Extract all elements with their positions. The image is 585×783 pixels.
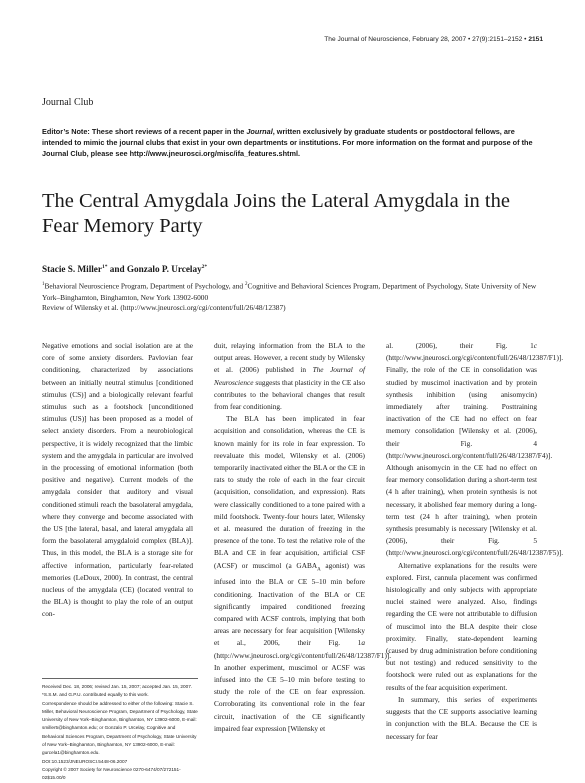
paragraph-text: duit, relaying information from the BLA to the output areas. However, a recent study by Wilensky et al. (2006) published in <box>214 341 365 375</box>
figure-panel: a <box>361 638 365 648</box>
journal-name: The Journal of Neuroscience <box>214 365 365 387</box>
body-column-1 <box>42 340 193 621</box>
author-1: Stacie S. Miller <box>42 264 102 275</box>
editors-note-journal: Journal <box>246 127 273 136</box>
paragraph <box>214 413 392 735</box>
paragraph-text: suggests that plasticity in the CE also contributes to the behavioral changes that result from fear conditioning. <box>214 377 365 412</box>
footnote-rule <box>42 678 198 679</box>
section-label: Journal Club <box>42 97 94 108</box>
author-1-marker: 1* <box>101 264 108 270</box>
subscript: A <box>317 567 321 573</box>
copyright: Copyright © 2007 Society for Neuroscience 0270-6474/07/272151-02$15.00/0 <box>42 766 181 781</box>
doi: DOI:10.1523/JNEUROSCI.5448-06.2007 <box>42 758 128 764</box>
author-2-marker: 2* <box>201 264 208 270</box>
received-dates: Received Dec. 18, 2006; revised Jan. 15, 2007; accepted Jan. 15, 2007. <box>42 684 193 689</box>
body-column-2 <box>214 340 392 735</box>
review-of-line: Review of Wilensky et al. (http://www.jneurosci.org/cgi/content/full/26/48/12387) <box>42 303 286 312</box>
authors <box>42 264 207 274</box>
affiliation-marker-2: 2 <box>244 282 248 287</box>
paragraph: Negative emotions and social isolation are at the core of some anxiety disorders. Pavlovian fear conditioning, characterized by associations between an initially neutral stimulus [conditioned stimulus (CS)] and a biologically relevant fearful stimulus such as a footshock [unconditioned stimulus (US)] has been proposed as a model of select anxiety disorders. From a neurobiological perspective, it is widely recognized that the limbic system and the amygdala in particular are involved in the processing of emotional information (both positive and negative). Current models of the amygdala consider that auditory and visual conditioned stimuli reach the basolateral amygdala, where they converge and become associated with the US [the lateral, basal, and lateral amygdala all form the basolateral amygdaloid complex (BLA)]. Thus, in this model, the BLA is a storage site for affective information, particularly fear-related memories (LeDoux, 2000). In contrast, the central nucleus of the amygdala (CE) (located ventral to the BLA) is thought to play the role of an output con- <box>42 341 193 619</box>
page-number: 2151 <box>528 36 543 43</box>
paragraph <box>214 340 365 413</box>
running-head <box>324 36 543 43</box>
body-column-3 <box>386 340 564 743</box>
editors-note <box>42 126 546 159</box>
editors-note-part1: Editor’s Note: These short reviews of a recent paper in the <box>42 127 247 136</box>
affiliations <box>42 279 548 304</box>
affiliation-2: Cognitive and Behavioral Sciences Program, Department of Psychology, State University of New York–Binghamton, Binghamton, New York 13902-6000 <box>42 281 537 303</box>
running-head-journal: The Journal of Neuroscience, February 28, 2007 <box>324 36 467 43</box>
affiliation-marker-1: 1 <box>42 282 45 287</box>
editors-note-part2: , written exclusively by graduate students or postdoctoral fellows, are intended to mimic the journal clubs that exist in your own departments or institutions. For more information on the format and purpose of the Journal Club, please see http://www.jneurosci.org/misc/ifa_features.shtml. <box>42 127 533 158</box>
figure-panel: c <box>533 341 537 350</box>
article-title: The Central Amygdala Joins the Lateral Amygdala in the Fear Memory Party <box>42 190 510 237</box>
footnotes <box>42 683 198 783</box>
paragraph: Alternative explanations for the results were explored. First, cannula placement was confirmed histologically and only subjects with appropriate nuclei stained were analyzed. Also, findings regarding the CE were not attributable to diffusion of muscimol into the BLA despite their close proximity. Finally, state-dependent learning (caused by drug administration before conditioning but not testing) and reduced sensitivity to the footshock were ruled out as explanations for the results of the fear acquisition experiment. <box>386 560 537 692</box>
paragraph-text: The BLA has been implicated in fear acquisition and consolidation, whereas the CE is known mainly for its role in fear expression. To reevaluate this model, Wilensky et al. (2006) temporarily inactivated either the BLA or the CE in rats to study the role of each in the fear circuit (acquisition, consolidation, and expression). Rats were classically conditioned to a tone paired with a mild footshock. Twenty-four hours later, Wilensky et al. measured the duration of freezing in the presence of the tone. To test the relative role of the BLA and CE in fear acquisition, artificial CSF (ACSF) or muscimol (a GABA <box>214 414 365 570</box>
author-connector: and <box>107 264 127 275</box>
paragraph-text: (http://www.jneurosci.org/cgi/content/full/26/48/12387/F1)]. Finally, the role of the CE in consolidation was studied by muscimol inactivation and by protein synthesis inhibition (using anisomycin) immediately after training. Posttraining inactivation of the CE had no effect on fear memory consolidation [Wilensky et al. (2006), their Fig. 4 (http://www.jneurosci.org/content/full/26/48/12387/F4)]. Although anisomycin in the CE had no effect on fear memory consolidation during a short-term test (4 h after training), when protein synthesis is not necessary, it abolished fear memory during a long-term test (24 h after training), when protein synthesis presumably is necessary [Wilensky et al. (2006), their Fig. 5 (http://www.jneurosci.org/cgi/content/full/26/48/12387/F5)]. <box>386 353 564 558</box>
paragraph: In summary, this series of experiments suggests that the CE supports associative learning in conjunction with the BLA. Because the CE is necessary for fear <box>386 694 537 741</box>
running-head-issue: • 27(9):2151–2152 • <box>466 36 529 43</box>
correspondence-note: Correspondence should be addressed to either of the following: Stacie S. Miller, Behavioral Neuroscience Program, Department of Psychology, State University of New York–Binghamton, Binghamton, NY 13902-6000, E-mail: smiller5@binghamton.edu; or Gonzalo P. Urcelay, Cognitive and Behavioral Sciences Program, Department of Psychology, State University of New York–Binghamton, Binghamton, NY 13902-6000, E-mail: gurcela1@binghamton.edu. <box>42 700 198 756</box>
author-2: Gonzalo P. Urcelay <box>126 264 202 275</box>
affiliation-1: Behavioral Neuroscience Program, Department of Psychology, and <box>44 281 245 291</box>
paragraph <box>386 340 564 560</box>
paragraph-text: (http://www.jneurosci.org/cgi/content/full/26/48/12387/F1)]. In another experiment, muscimol or ACSF was infused into the CE 5–10 min before testing to study the role of the CE on fear expression. Corroborating its conventional role in the fear circuit, inactivation of the CE significantly impaired fear expression [Wilensky et <box>214 650 392 733</box>
paragraph-text: agonist) was infused into the BLA or CE 5–10 min before conditioning. Inactivation of the BLA or CE significantly impaired conditioned freezing compared with ACSF controls, implying that both areas are necessary for fear acquisition [Wilensky et al., 2006, their Fig. 1 <box>214 560 365 648</box>
paragraph-text: al. (2006), their Fig. 1 <box>386 341 534 350</box>
equal-contribution-note: *S.S.M. and G.P.U. contributed equally to this work. <box>42 692 149 698</box>
